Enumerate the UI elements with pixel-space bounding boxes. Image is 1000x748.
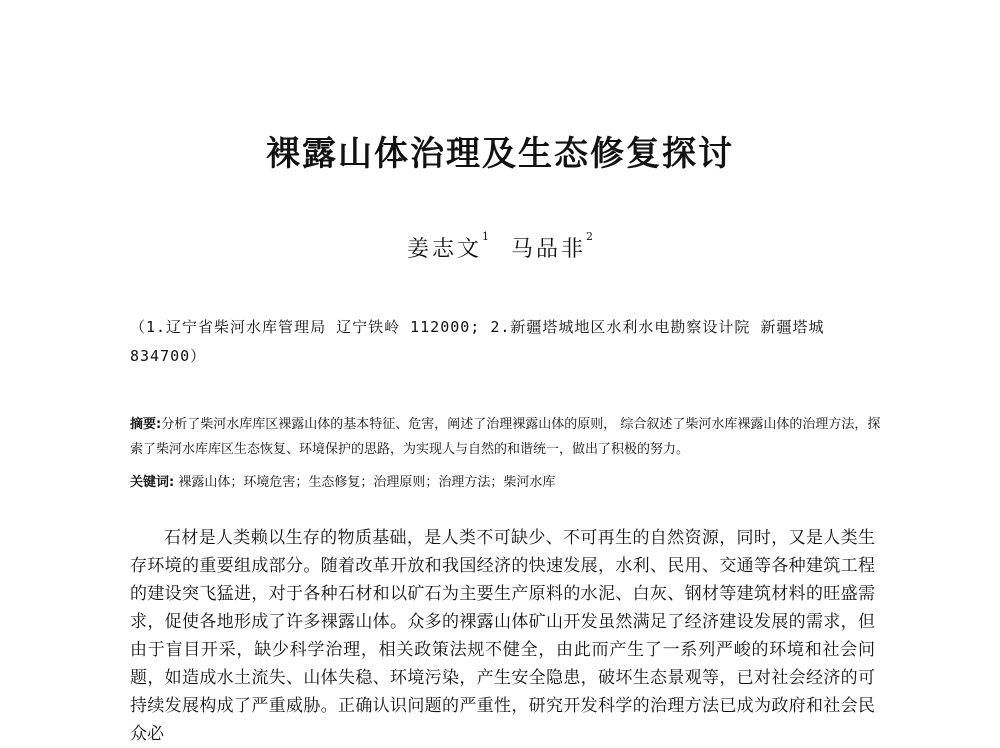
keywords <box>130 470 890 495</box>
affiliation-mark: 1 <box>482 230 489 243</box>
author-line <box>0 232 1000 263</box>
keywords-text: 裸露山体；环境危害；生态修复；治理原则；治理方法；柴河水库 <box>174 475 556 490</box>
author-name: 马品非 <box>511 237 587 262</box>
abstract-text: 分析了柴河水库库区裸露山体的基本特征、危害，阐述了治理裸露山体的原则， 综合叙述了柴河水库裸露山体的治理方法，探索了柴河水库库区生态恢复、环境保护的思路，为实现人与自然的和谐统一，做出了积极的努力。 <box>130 417 881 457</box>
author-name: 姜志文 <box>406 237 482 262</box>
keywords-label: 关键词: <box>130 475 175 490</box>
body-paragraph: 石材是人类赖以生存的物质基础，是人类不可缺少、不可再生的自然资源，同时，又是人类生存环境的重要组成部分。随着改革开放和我国经济的快速发展，水利、民用、交通等各种建筑工程的建设突飞猛进，对于各种石材和以矿石为主要生产原料的水泥、白灰、钢材等建筑材料的旺盛需求，促使各地形成了许多裸露山体。众多的裸露山体矿山开发虽然满足了经济建设发展的需求，但由于盲目开采，缺少科学治理，相关政策法规不健全，由此而产生了一系列严峻的环境和社会问题，如造成水土流失、山体失稳、环境污染，产生安全隐患，破坏生态景观等，已对社会经济的可持续发展构成了严重威胁。正确认识问题的严重性，研究开发科学的治理方法已成为政府和社会民众必 <box>130 528 875 744</box>
abstract-label: 摘要: <box>130 417 162 432</box>
affiliation-mark: 2 <box>586 230 594 243</box>
affiliations: （1.辽宁省柴河水库管理局 辽宁铁岭 112000; 2.新疆塔城地区水利水电勘察设计院 新疆塔城 834700） <box>130 318 825 365</box>
abstract <box>130 412 890 462</box>
paper-title: 裸露山体治理及生态修复探讨 <box>266 134 734 174</box>
